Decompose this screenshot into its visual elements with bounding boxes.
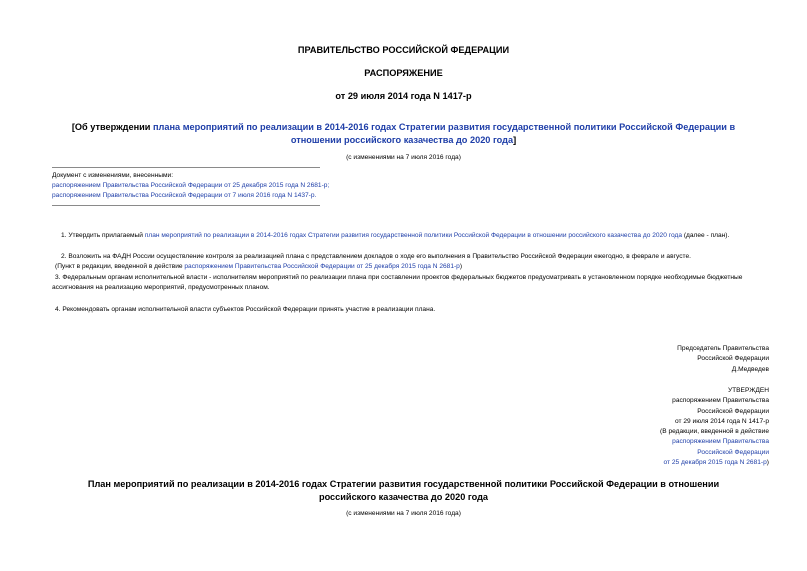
paragraph-2-note-close: ): [459, 263, 463, 270]
approval-note: [660, 427, 769, 468]
document-title: [52, 121, 755, 146]
changes-link-2015[interactable]: распоряжением Правительства Российской Федерации от 25 декабря 2015 года N 2681-р;: [52, 182, 330, 189]
paragraph-2-note: [55, 263, 462, 270]
date-number-heading: от 29 июля 2014 года N 1417-р: [335, 91, 472, 101]
doc-type-heading: РАСПОРЯЖЕНИЕ: [364, 68, 443, 78]
approval-note-link-1[interactable]: распоряжением Правительства: [672, 438, 769, 446]
paragraph-1-plan-link[interactable]: план мероприятий по реализации в 2014-2016 годах Стратегии развития государственной политики Российской Федерации в отношении российского казачества до 2020 года: [144, 232, 682, 239]
approval-line-1: распоряжением Правительства: [672, 397, 769, 405]
changes-link-2016[interactable]: распоряжением Правительства Российской Федерации от 7 июля 2016 года N 1437-р.: [52, 192, 317, 199]
plan-amended-note: (с изменениями на 7 июля 2016 года): [346, 510, 461, 517]
paragraph-2-note-link[interactable]: распоряжением Правительства Российской Федерации от 25 декабря 2015 года N 2681-р: [184, 263, 460, 270]
paragraph-1-suffix: (далее - план).: [682, 232, 730, 239]
title-close-bracket: ]: [513, 134, 517, 145]
paragraph-1-text: 1. Утвердить прилагаемый: [61, 232, 145, 239]
top-divider: [52, 167, 320, 168]
approval-note-close: ): [766, 458, 769, 466]
approval-block: [672, 386, 769, 427]
title-open-bracket: [Об утверждении: [71, 122, 153, 132]
approval-line-2: Российской Федерации: [697, 407, 769, 415]
paragraph-2-note-text: (Пункт в редакции, введенной в действие: [55, 263, 185, 270]
paragraph-3: 3. Федеральным органам исполнительной власти - исполнителям мероприятий по реализации плана при составлении проектов федеральных бюджетов предусматривать в установленном порядке необходимые бюджетные ассигнования на реализацию мероприятий, предусмотренных планом.: [52, 274, 743, 291]
approval-note-link-3-wrap: [660, 458, 769, 468]
paragraph-1: [52, 231, 772, 241]
bottom-divider: [52, 205, 320, 206]
signature-country: Российской Федерации: [697, 355, 769, 363]
signature-title: Председатель Правительства: [677, 345, 769, 352]
signature-block: [677, 344, 769, 375]
approval-line-3: от 29 июля 2014 года N 1417-р: [674, 417, 769, 425]
approval-note-link-2[interactable]: Российской Федерации: [697, 448, 769, 456]
title-amended-note: (с изменениями на 7 июля 2016 года): [346, 154, 461, 161]
approval-stamp: УТВЕРЖДЕН: [727, 387, 769, 394]
paragraph-4: 4. Рекомендовать органам исполнительной власти субъектов Российской Федерации принять участие в реализации плана.: [55, 306, 436, 313]
approval-note-open: (В редакции, введенной в действие: [660, 428, 769, 435]
plan-title: План мероприятий по реализации в 2014-2016 годах Стратегии развития государственной политики Российской Федерации в отношении российского казачества до 2020 года: [87, 479, 720, 502]
title-plan-link[interactable]: плана мероприятий по реализации в 2014-2016 годах Стратегии развития государственной политики Российской Федерации в отношении российского казачества до 2020 года: [152, 122, 736, 145]
paragraph-2: 2. Возложить на ФАДН России осуществление контроля за реализацией плана с представлением докладов о ходе его выполнения в Правительство Российской Федерации ежегодно, в феврале и августе.: [61, 253, 691, 260]
changes-intro: Документ с изменениями, внесенными:: [52, 172, 174, 179]
signature-name: Д.Медведев: [731, 365, 769, 373]
approval-note-link-3[interactable]: от 25 декабря 2015 года N 2681-р: [663, 458, 767, 466]
government-heading: ПРАВИТЕЛЬСТВО РОССИЙСКОЙ ФЕДЕРАЦИИ: [297, 45, 510, 55]
